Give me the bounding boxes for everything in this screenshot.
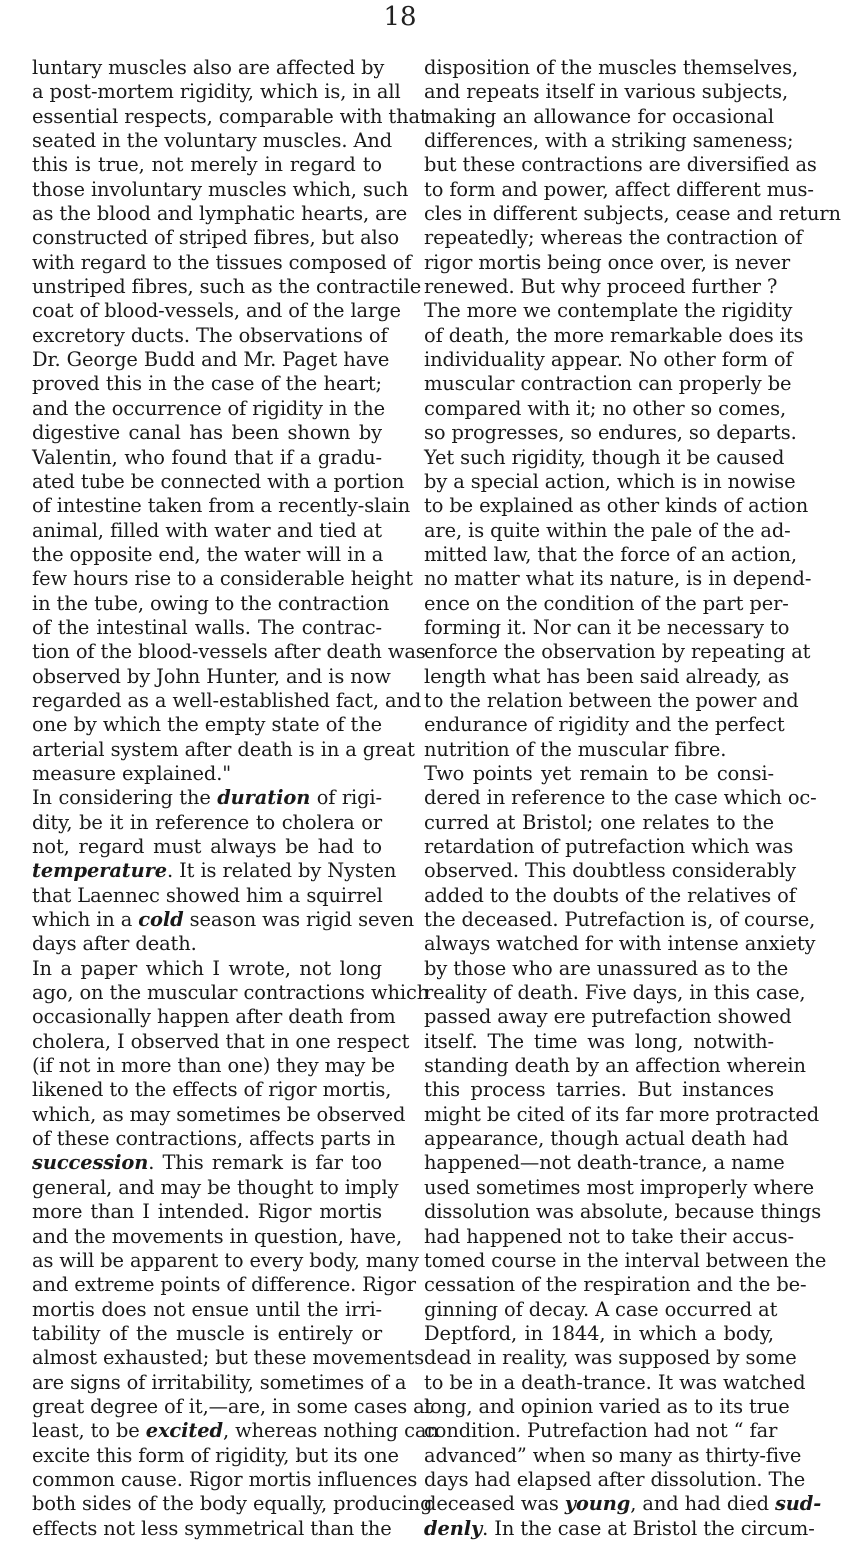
text-line (424, 518, 791, 543)
line-text-after: . In the case at Bristol the circum- (482, 1516, 815, 1540)
text-line (32, 1394, 433, 1419)
line-text: making an allowance for occasional (424, 104, 774, 128)
text-line (424, 835, 794, 859)
line-text: that Laennec showed him a squirrel (32, 883, 383, 907)
line-text: cles in different subjects, cease and return (424, 202, 841, 226)
line-text: dissolution was absolute, because things (424, 1200, 822, 1224)
emphasis-text: excited (145, 1419, 223, 1443)
line-text: not, regard must always be had to (32, 835, 382, 858)
text-line (32, 762, 382, 786)
line-text: might be cited of its far more protracted (424, 1102, 820, 1126)
line-text: Yet such rigidity, though it be caused (424, 445, 785, 469)
left-column (32, 56, 439, 1541)
line-text: of the intestinal walls. The contrac- (32, 615, 382, 639)
line-text: reality of death. Five days, in this case, (424, 981, 806, 1005)
line-text: digestive canal has been shown by (32, 421, 382, 445)
line-text: cholera, I observed that in one respect (32, 1029, 410, 1053)
emphasis-text: temperature (32, 859, 167, 883)
line-text: cessation of the respiration and the be- (424, 1273, 807, 1297)
line-text: observed by John Hunter, and is now (32, 664, 391, 688)
line-text: constructed of striped fibres, but also (32, 226, 400, 250)
text-line (424, 738, 774, 762)
line-text: general, and may be thought to imply (32, 1175, 399, 1199)
text-line (424, 1224, 794, 1249)
text-line (32, 494, 411, 518)
text-line (424, 250, 790, 275)
text-line (32, 1467, 418, 1492)
text-line (32, 1346, 425, 1370)
text-line (424, 591, 789, 616)
text-line (32, 981, 430, 1005)
text-line (32, 250, 412, 275)
line-text: individuality appear. No other form of (424, 348, 793, 372)
line-text: common cause. Rigor mortis influences (32, 1467, 418, 1491)
line-text: length what has been said already, as (424, 664, 790, 688)
line-text: days had elapsed after dissolution. The (424, 1467, 806, 1491)
text-line (424, 786, 817, 810)
text-line (424, 932, 816, 956)
line-text: dead in reality, was supposed by some (424, 1346, 797, 1370)
line-text: dered in reference to the case which oc- (424, 786, 817, 810)
text-line (424, 445, 785, 470)
text-line (32, 421, 382, 445)
line-text: the deceased. Putrefaction is, of course, (424, 908, 816, 932)
text-line (424, 372, 792, 396)
line-text: the opposite end, the water will in a (32, 542, 384, 566)
text-line (424, 153, 817, 177)
line-text: standing death by an affection wherein (424, 1054, 806, 1078)
text-line (424, 1419, 778, 1443)
line-text: excite this form of rigidity, but its one (32, 1443, 399, 1467)
line-text: which in a (32, 908, 139, 932)
line-text: more than I intended. Rigor mortis (32, 1200, 382, 1224)
line-text: this is true, not merely in regard to (32, 153, 382, 177)
emphasis-text: young (564, 1492, 631, 1516)
text-line (32, 1224, 403, 1249)
text-line (32, 275, 422, 299)
line-text: as will be apparent to every body, many (32, 1248, 419, 1272)
text-line (424, 275, 778, 299)
text-line (424, 80, 789, 104)
line-text: are signs of irritability, sometimes of a (32, 1370, 407, 1394)
text-line (32, 1492, 433, 1516)
text-line (32, 616, 382, 640)
line-text: disposition of the muscles themselves, (424, 56, 799, 79)
text-line (32, 519, 382, 543)
line-text: always watched for with intense anxiety (424, 932, 816, 956)
line-text: seated in the voluntary muscles. And (32, 129, 393, 153)
line-text: as the blood and lymphatic hearts, are (32, 202, 408, 226)
line-text: this process tarries. But instances (424, 1078, 774, 1102)
text-line (32, 153, 382, 177)
line-text: In a paper which I wrote, not long (32, 956, 382, 980)
text-line (424, 981, 806, 1005)
text-line (32, 1273, 416, 1297)
text-line (32, 811, 382, 835)
text-line (32, 1127, 396, 1151)
emphasis-text: sud- (774, 1492, 822, 1516)
line-text: curred at Bristol; one relates to the (424, 810, 774, 834)
line-text: rigor mortis being once over, is never (424, 250, 790, 274)
text-line (32, 177, 409, 202)
text-line (32, 1443, 399, 1468)
text-line (32, 1370, 407, 1395)
line-text: unstriped fibres, such as the contractile (32, 275, 422, 299)
text-line (424, 542, 797, 567)
line-text: in the tube, owing to the contraction (32, 591, 390, 615)
line-text: (if not in more than one) they may be (32, 1054, 396, 1078)
line-text: of intestine taken from a recently-slain (32, 494, 411, 518)
line-text: of these contractions, affects parts in (32, 1127, 396, 1151)
line-text: tomed course in the interval between the (424, 1248, 827, 1272)
line-text-after: . This remark is far too (148, 1151, 382, 1175)
line-text: endurance of rigidity and the perfect (424, 713, 785, 737)
line-text: nutrition of the muscular fibre. (424, 737, 727, 761)
line-text: to form and power, affect different mus- (424, 177, 814, 201)
text-line (32, 957, 382, 981)
text-line (32, 446, 382, 470)
line-text: ence on the condition of the part per- (424, 591, 789, 615)
line-text: Valentin, who found that if a gradu- (32, 445, 382, 469)
text-line (32, 104, 428, 129)
text-line (32, 348, 390, 372)
line-text: are, is quite within the pale of the ad- (424, 518, 791, 542)
text-line (424, 664, 790, 689)
text-line (32, 859, 397, 883)
text-line (32, 129, 393, 153)
text-line (32, 226, 400, 250)
line-text: essential respects, comparable with that (32, 104, 428, 128)
text-line (32, 543, 382, 567)
line-text: excretory ducts. The observations of (32, 323, 388, 347)
line-text: ginning of decay. A case occurred at (424, 1297, 778, 1321)
line-text: almost exhausted; but these movements (32, 1346, 425, 1370)
line-text: no matter what its nature, is in depend- (424, 567, 812, 591)
text-line (424, 56, 799, 80)
text-line (32, 1029, 410, 1054)
text-line (424, 226, 803, 250)
line-text: ago, on the muscular contractions which (32, 981, 430, 1005)
line-text: a post-mortem rigidity, which is, in all (32, 80, 401, 104)
text-line (424, 1248, 827, 1273)
text-line (424, 1030, 774, 1054)
line-text-after: season was rigid seven (183, 908, 414, 932)
text-line (32, 591, 390, 616)
text-line (424, 1467, 806, 1492)
line-text: and repeats itself in various subjects, (424, 80, 789, 104)
text-line (424, 129, 794, 153)
text-line (32, 688, 422, 713)
text-line (424, 1297, 778, 1322)
text-line (424, 1005, 792, 1029)
text-line (32, 396, 385, 421)
line-text: used sometimes most improperly where (424, 1175, 815, 1199)
line-text: least, to be (32, 1419, 146, 1443)
line-text: muscular contraction can properly be (424, 372, 792, 396)
line-text: by a special action, which is in nowise (424, 469, 796, 493)
line-text-after: . It is related by Nysten (167, 859, 397, 883)
line-text: and the movements in question, have, (32, 1224, 403, 1248)
text-line (32, 1248, 419, 1273)
text-line (424, 615, 790, 640)
line-text: by those who are unassured as to the (424, 956, 789, 980)
text-line (424, 688, 799, 713)
text-line (424, 1078, 774, 1102)
line-text: repeatedly; whereas the contraction of (424, 226, 803, 250)
text-line (32, 1322, 382, 1346)
line-text: proved this in the case of the heart; (32, 372, 382, 396)
line-text-after: of rigi- (310, 786, 382, 810)
emphasis-text: duration (217, 786, 311, 810)
line-text: differences, with a striking sameness; (424, 129, 794, 153)
text-line (32, 835, 382, 859)
line-text: tability of the muscle is entirely or (32, 1321, 382, 1345)
text-line (32, 1151, 382, 1175)
text-line (424, 956, 789, 981)
emphasis-text: succession (32, 1151, 149, 1175)
text-line (424, 713, 785, 737)
text-line (424, 1394, 790, 1419)
line-text: arterial system after death is in a great (32, 737, 415, 761)
line-text: Dr. George Budd and Mr. Paget have (32, 348, 390, 372)
line-text: mitted law, that the force of an action, (424, 542, 797, 566)
line-text: long, and opinion varied as to its true (424, 1394, 790, 1418)
line-text: to the relation between the power and (424, 688, 799, 712)
line-text: compared with it; no other so comes, (424, 396, 787, 420)
text-line (424, 1054, 806, 1078)
text-line (424, 177, 814, 202)
text-line (32, 713, 382, 737)
line-text: passed away ere putrefaction showed (424, 1005, 792, 1029)
text-line (32, 299, 401, 323)
line-text: few hours rise to a considerable height (32, 567, 413, 591)
line-text: mortis does not ensue until the irri- (32, 1297, 382, 1321)
text-line (32, 884, 382, 908)
text-line (32, 1298, 382, 1322)
text-line (32, 80, 401, 104)
line-text: with regard to the tissues composed of (32, 250, 412, 274)
line-text: both sides of the body equally, producing (32, 1492, 433, 1516)
line-text: great degree of it,—are, in some cases at (32, 1394, 433, 1418)
right-column (424, 56, 841, 1541)
text-line (424, 811, 774, 835)
emphasis-text: cold (138, 908, 184, 932)
text-line (32, 1102, 406, 1127)
line-text: observed. This doubtless considerably (424, 859, 796, 883)
text-line (424, 640, 811, 664)
text-line (424, 1175, 815, 1200)
text-line (32, 664, 391, 689)
text-line (32, 640, 426, 664)
text-line (32, 323, 388, 348)
line-text: In considering the (32, 786, 218, 810)
line-text: likened to the effects of rigor mortis, (32, 1078, 392, 1102)
text-line (424, 762, 774, 786)
line-text: animal, filled with water and tied at (32, 518, 382, 542)
text-line (424, 469, 796, 494)
line-text: deceased was (424, 1492, 565, 1516)
line-text: measure explained." (32, 761, 232, 785)
line-text: Deptford, in 1844, in which a body, (424, 1321, 774, 1345)
line-text: effects not less symmetrical than the (32, 1516, 392, 1540)
text-line (424, 908, 816, 932)
emphasis-text: denly (424, 1516, 483, 1540)
line-text: itself. The time was long, notwith- (424, 1029, 774, 1053)
line-text: enforce the observation by repeating at (424, 640, 811, 664)
text-line (424, 1492, 822, 1516)
line-text: so progresses, so endures, so departs. (424, 421, 797, 445)
text-line (32, 1419, 439, 1443)
text-line (424, 1273, 807, 1297)
text-line (424, 1322, 774, 1346)
line-text: dity, be it in reference to cholera or (32, 810, 382, 834)
text-line (32, 202, 408, 226)
text-line (424, 396, 787, 421)
text-line (424, 1370, 806, 1395)
text-line (32, 786, 382, 810)
text-line (32, 1078, 392, 1102)
text-line (424, 494, 809, 518)
line-text: and extreme points of difference. Rigor (32, 1273, 416, 1297)
text-line (424, 105, 774, 129)
line-text: retardation of putrefaction which was (424, 835, 794, 858)
text-line (424, 1151, 785, 1175)
text-line (32, 56, 385, 80)
text-line (32, 737, 415, 762)
line-text: tion of the blood-vessels after death was (32, 640, 426, 664)
page-number: 18 (383, 2, 417, 32)
line-text: but these contractions are diversified as (424, 153, 817, 177)
text-line (32, 469, 405, 494)
text-line (424, 421, 797, 445)
text-line (424, 1127, 789, 1151)
line-text: those involuntary muscles which, such (32, 177, 409, 201)
line-text-after: , whereas nothing can (222, 1419, 439, 1443)
text-line (424, 202, 841, 226)
line-text: ated tube be connected with a portion (32, 469, 405, 493)
text-line (424, 323, 804, 348)
line-text: and the occurrence of rigidity in the (32, 396, 385, 420)
line-text: condition. Putrefaction had not “ far (424, 1419, 778, 1443)
line-text: The more we contemplate the rigidity (424, 299, 793, 323)
line-text: appearance, though actual death had (424, 1127, 789, 1151)
line-text: to be explained as other kinds of action (424, 494, 809, 518)
text-line (32, 567, 413, 591)
text-line (424, 859, 796, 883)
line-text: happened—not death-trance, a name (424, 1151, 785, 1175)
line-text: Two points yet remain to be consi- (424, 761, 774, 785)
text-line (424, 1102, 820, 1127)
text-line (424, 1516, 815, 1541)
line-text: had happened not to take their accus- (424, 1224, 794, 1248)
text-line (32, 1054, 396, 1078)
text-line (32, 1005, 396, 1029)
text-line (32, 1200, 382, 1224)
text-line (424, 567, 812, 591)
line-text: which, as may sometimes be observed (32, 1102, 406, 1126)
text-line (424, 883, 796, 908)
text-line (32, 1175, 399, 1200)
line-text: luntary muscles also are affected by (32, 56, 385, 79)
line-text: advanced” when so many as thirty-five (424, 1443, 802, 1467)
line-text: occasionally happen after death from (32, 1005, 396, 1029)
line-text: regarded as a well-established fact, and (32, 688, 422, 712)
text-line (32, 372, 382, 396)
text-line (424, 1346, 797, 1370)
text-line (32, 908, 414, 932)
line-text: one by which the empty state of the (32, 713, 382, 737)
text-line (424, 348, 793, 372)
line-text: forming it. Nor can it be necessary to (424, 615, 790, 639)
line-text: to be in a death-trance. It was watched (424, 1370, 806, 1394)
line-text: days after death. (32, 932, 197, 956)
line-text: coat of blood-vessels, and of the large (32, 299, 401, 323)
text-line (32, 932, 382, 956)
text-line (424, 299, 793, 323)
text-line (32, 1516, 392, 1541)
line-text: renewed. But why proceed further ? (424, 275, 778, 299)
text-line (424, 1200, 822, 1224)
line-text: added to the doubts of the relatives of (424, 883, 796, 907)
text-line (424, 1443, 802, 1468)
line-text: of death, the more remarkable does its (424, 323, 804, 347)
line-text-after: , and had died (630, 1492, 775, 1516)
